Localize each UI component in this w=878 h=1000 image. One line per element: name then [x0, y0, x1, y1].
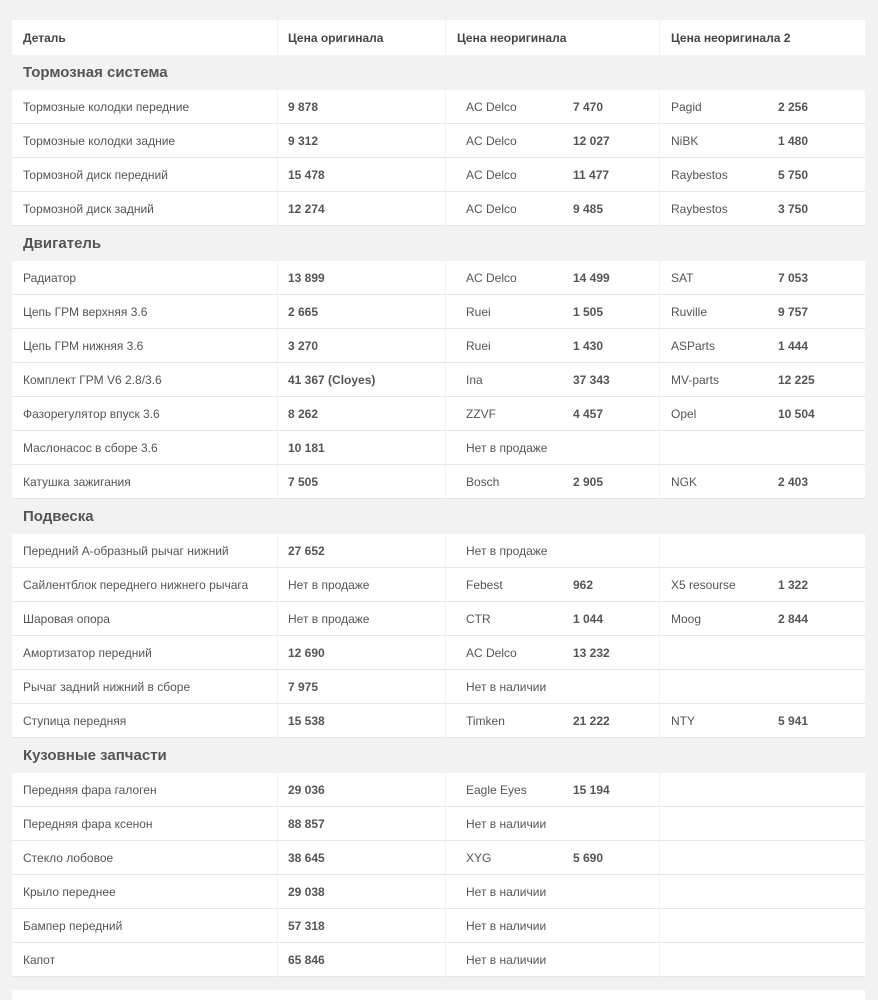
part-name: Передняя фара галоген — [23, 782, 157, 797]
original-price-cell — [278, 465, 445, 499]
part-name-cell — [12, 704, 277, 738]
original-price: 7 975 — [288, 679, 319, 694]
part-name: Тормозные колодки передние — [23, 99, 190, 114]
aftermarket-2-cell — [660, 875, 865, 909]
original-price: Нет в продаже — [288, 577, 370, 592]
table-row — [12, 124, 865, 158]
aftermarket-brand: AC Delco — [466, 201, 517, 216]
part-name: Бампер передний — [23, 918, 123, 933]
aftermarket-cell — [446, 807, 659, 841]
part-name: Рычаг задний нижний в сборе — [23, 679, 191, 694]
aftermarket-brand: Ina — [466, 372, 483, 387]
table-row — [12, 909, 865, 943]
original-price: 9 878 — [288, 99, 319, 114]
aftermarket-price: 7 470 — [573, 99, 604, 114]
table-row — [12, 670, 865, 704]
aftermarket-brand: ZZVF — [466, 406, 496, 421]
aftermarket-2-price: 3 750 — [778, 201, 809, 216]
table-row — [12, 841, 865, 875]
original-price-cell — [278, 841, 445, 875]
part-name: Комплект ГРМ V6 2.8/3.6 — [23, 372, 162, 387]
table-body — [12, 55, 865, 977]
aftermarket-cell — [446, 465, 659, 499]
part-name: Цепь ГРМ верхняя 3.6 — [23, 304, 148, 319]
part-name-cell — [12, 943, 277, 977]
part-name-cell — [12, 534, 277, 568]
original-price: 8 262 — [288, 406, 319, 421]
aftermarket-brand: Ruei — [466, 304, 491, 319]
aftermarket-cell — [446, 636, 659, 670]
original-price: 65 846 — [288, 952, 325, 967]
aftermarket-price: 5 690 — [573, 850, 604, 865]
original-price-cell — [278, 875, 445, 909]
part-name: Шаровая опора — [23, 611, 110, 626]
aftermarket-brand: Bosch — [466, 474, 500, 489]
original-price-cell — [278, 636, 445, 670]
aftermarket-2-price: 5 941 — [778, 713, 809, 728]
aftermarket-price: 37 343 — [573, 372, 610, 387]
original-price-cell — [278, 329, 445, 363]
aftermarket-2-cell — [660, 295, 865, 329]
header-aftermarket-price-2: Цена неоригинала 2 — [660, 20, 865, 55]
table-row — [12, 90, 865, 124]
part-name: Катушка зажигания — [23, 474, 131, 489]
original-price: 12 274 — [288, 201, 325, 216]
aftermarket-brand: XYG — [466, 850, 492, 865]
aftermarket-cell — [446, 431, 659, 465]
aftermarket-cell — [446, 192, 659, 226]
aftermarket-cell — [446, 329, 659, 363]
aftermarket-2-cell — [660, 192, 865, 226]
part-name-cell — [12, 158, 277, 192]
aftermarket-2-cell — [660, 943, 865, 977]
original-price-cell — [278, 704, 445, 738]
aftermarket-2-brand: Raybestos — [671, 167, 728, 182]
part-name: Капот — [23, 952, 56, 967]
section-title: Тормозная система — [23, 64, 168, 81]
aftermarket-cell — [446, 534, 659, 568]
aftermarket-brand: Нет в наличии — [466, 884, 547, 899]
table-row — [12, 465, 865, 499]
original-price-cell — [278, 363, 445, 397]
aftermarket-cell — [446, 295, 659, 329]
original-price: Нет в продаже — [288, 611, 370, 626]
aftermarket-2-cell — [660, 773, 865, 807]
aftermarket-cell — [446, 670, 659, 704]
original-price-cell — [278, 124, 445, 158]
aftermarket-brand: Нет в продаже — [466, 440, 548, 455]
original-price: 10 181 — [288, 440, 325, 455]
original-price: 41 367 (Cloyes) — [288, 372, 376, 387]
part-name-cell — [12, 261, 277, 295]
aftermarket-cell — [446, 568, 659, 602]
section-title: Подвеска — [23, 508, 94, 525]
aftermarket-price: 1 044 — [573, 611, 604, 626]
part-name-cell — [12, 841, 277, 875]
table-row — [12, 192, 865, 226]
aftermarket-cell — [446, 261, 659, 295]
original-price-cell — [278, 909, 445, 943]
original-price: 29 036 — [288, 782, 325, 797]
aftermarket-price: 15 194 — [573, 782, 610, 797]
original-price-cell — [278, 807, 445, 841]
original-price-cell — [278, 261, 445, 295]
part-name-cell — [12, 363, 277, 397]
table-row — [12, 875, 865, 909]
aftermarket-2-brand: NiBK — [671, 133, 699, 148]
table-row — [12, 636, 865, 670]
table-row — [12, 807, 865, 841]
part-name-cell — [12, 773, 277, 807]
table-row — [12, 704, 865, 738]
aftermarket-brand: AC Delco — [466, 645, 517, 660]
part-name-cell — [12, 192, 277, 226]
part-name: Маслонасос в сборе 3.6 — [23, 440, 158, 455]
original-price-cell — [278, 602, 445, 636]
original-price: 15 538 — [288, 713, 325, 728]
aftermarket-price: 13 232 — [573, 645, 610, 660]
aftermarket-price: 4 457 — [573, 406, 604, 421]
aftermarket-brand: AC Delco — [466, 99, 517, 114]
section-title: Кузовные запчасти — [23, 747, 167, 764]
part-name-cell — [12, 90, 277, 124]
part-name-cell — [12, 295, 277, 329]
aftermarket-price: 21 222 — [573, 713, 610, 728]
price-table — [12, 20, 865, 977]
aftermarket-2-price: 2 844 — [778, 611, 809, 626]
aftermarket-price: 2 905 — [573, 474, 604, 489]
aftermarket-brand: Нет в продаже — [466, 543, 548, 558]
part-name: Цепь ГРМ нижняя 3.6 — [23, 338, 144, 353]
aftermarket-cell — [446, 841, 659, 875]
aftermarket-2-price: 2 403 — [778, 474, 809, 489]
section-title: Двигатель — [23, 235, 102, 252]
table-row — [12, 773, 865, 807]
aftermarket-2-price: 12 225 — [778, 372, 815, 387]
aftermarket-2-cell — [660, 90, 865, 124]
aftermarket-2-cell — [660, 329, 865, 363]
original-price-cell — [278, 670, 445, 704]
aftermarket-brand: Ruei — [466, 338, 491, 353]
part-name: Сайлентблок переднего нижнего рычага — [23, 577, 249, 592]
aftermarket-2-cell — [660, 431, 865, 465]
aftermarket-price: 1 430 — [573, 338, 604, 353]
original-price: 88 857 — [288, 816, 325, 831]
original-price-cell — [278, 158, 445, 192]
aftermarket-2-cell — [660, 158, 865, 192]
aftermarket-price: 1 505 — [573, 304, 604, 319]
aftermarket-brand: AC Delco — [466, 270, 517, 285]
table-row — [12, 602, 865, 636]
aftermarket-cell — [446, 773, 659, 807]
aftermarket-2-brand: Pagid — [671, 99, 702, 114]
original-price: 38 645 — [288, 850, 325, 865]
aftermarket-brand: Febest — [466, 577, 503, 592]
part-name: Крыло переднее — [23, 884, 116, 899]
original-price-cell — [278, 431, 445, 465]
aftermarket-cell — [446, 909, 659, 943]
original-price-cell — [278, 943, 445, 977]
aftermarket-brand: AC Delco — [466, 167, 517, 182]
part-name: Стекло лобовое — [23, 850, 114, 865]
table-footer-strip — [12, 990, 865, 1000]
aftermarket-2-price: 2 256 — [778, 99, 809, 114]
aftermarket-2-cell — [660, 602, 865, 636]
part-name: Фазорегулятор впуск 3.6 — [23, 406, 160, 421]
part-name: Передняя фара ксенон — [23, 816, 153, 831]
header-original-price: Цена оригинала — [278, 20, 445, 55]
aftermarket-2-cell — [660, 909, 865, 943]
original-price: 13 899 — [288, 270, 325, 285]
aftermarket-2-cell — [660, 397, 865, 431]
aftermarket-brand: Нет в наличии — [466, 952, 547, 967]
aftermarket-brand: Eagle Eyes — [466, 782, 527, 797]
aftermarket-2-brand: Ruville — [671, 304, 708, 319]
original-price-cell — [278, 192, 445, 226]
table-row — [12, 363, 865, 397]
aftermarket-2-cell — [660, 636, 865, 670]
table-row — [12, 943, 865, 977]
original-price: 15 478 — [288, 167, 325, 182]
aftermarket-2-cell — [660, 363, 865, 397]
part-name: Тормозные колодки задние — [23, 133, 176, 148]
aftermarket-cell — [446, 90, 659, 124]
original-price: 2 665 — [288, 304, 319, 319]
aftermarket-cell — [446, 124, 659, 158]
part-name-cell — [12, 329, 277, 363]
original-price-cell — [278, 773, 445, 807]
part-name: Радиатор — [23, 270, 77, 285]
original-price-cell — [278, 397, 445, 431]
part-name-cell — [12, 807, 277, 841]
table-row — [12, 431, 865, 465]
aftermarket-2-cell — [660, 534, 865, 568]
aftermarket-price: 962 — [573, 577, 594, 592]
table-row — [12, 295, 865, 329]
table-header — [12, 20, 865, 55]
aftermarket-2-price: 9 757 — [778, 304, 809, 319]
original-price-cell — [278, 295, 445, 329]
aftermarket-2-price: 1 322 — [778, 577, 809, 592]
aftermarket-brand: AC Delco — [466, 133, 517, 148]
header-aftermarket-price: Цена неоригинала — [446, 20, 659, 55]
part-name-cell — [12, 465, 277, 499]
aftermarket-price: 14 499 — [573, 270, 610, 285]
part-name-cell — [12, 670, 277, 704]
aftermarket-2-cell — [660, 841, 865, 875]
aftermarket-price: 12 027 — [573, 133, 610, 148]
original-price: 7 505 — [288, 474, 319, 489]
aftermarket-2-price: 1 444 — [778, 338, 809, 353]
table-row — [12, 329, 865, 363]
part-name-cell — [12, 875, 277, 909]
aftermarket-cell — [446, 704, 659, 738]
original-price-cell — [278, 534, 445, 568]
aftermarket-2-brand: Raybestos — [671, 201, 728, 216]
original-price-cell — [278, 90, 445, 124]
part-name-cell — [12, 568, 277, 602]
aftermarket-2-brand: SAT — [671, 270, 694, 285]
aftermarket-2-brand: Moog — [671, 611, 702, 626]
aftermarket-2-cell — [660, 261, 865, 295]
aftermarket-2-cell — [660, 807, 865, 841]
aftermarket-2-price: 10 504 — [778, 406, 815, 421]
aftermarket-2-cell — [660, 465, 865, 499]
part-name-cell — [12, 602, 277, 636]
aftermarket-cell — [446, 158, 659, 192]
aftermarket-2-price: 7 053 — [778, 270, 809, 285]
table-row — [12, 534, 865, 568]
part-name: Амортизатор передний — [23, 645, 152, 660]
aftermarket-brand: Timken — [466, 713, 505, 728]
aftermarket-price: 9 485 — [573, 201, 604, 216]
table-row — [12, 158, 865, 192]
aftermarket-2-brand: X5 resourse — [671, 577, 736, 592]
table-row — [12, 397, 865, 431]
aftermarket-cell — [446, 943, 659, 977]
aftermarket-cell — [446, 363, 659, 397]
aftermarket-2-cell — [660, 568, 865, 602]
aftermarket-2-price: 5 750 — [778, 167, 809, 182]
aftermarket-2-brand: Opel — [671, 406, 697, 421]
part-name-cell — [12, 636, 277, 670]
part-name-cell — [12, 397, 277, 431]
aftermarket-2-price: 1 480 — [778, 133, 809, 148]
aftermarket-2-brand: ASParts — [671, 338, 716, 353]
original-price: 29 038 — [288, 884, 325, 899]
part-name-cell — [12, 124, 277, 158]
aftermarket-brand: Нет в наличии — [466, 918, 547, 933]
part-name: Тормозной диск передний — [23, 167, 168, 182]
aftermarket-cell — [446, 875, 659, 909]
aftermarket-2-cell — [660, 670, 865, 704]
aftermarket-brand: Нет в наличии — [466, 679, 547, 694]
aftermarket-cell — [446, 397, 659, 431]
aftermarket-cell — [446, 602, 659, 636]
aftermarket-brand: Нет в наличии — [466, 816, 547, 831]
table-row — [12, 261, 865, 295]
header-part: Деталь — [12, 20, 277, 55]
aftermarket-2-brand: NTY — [671, 713, 695, 728]
original-price: 57 318 — [288, 918, 325, 933]
original-price: 9 312 — [288, 133, 319, 148]
aftermarket-brand: CTR — [466, 611, 491, 626]
part-name: Передний А-образный рычаг нижний — [23, 543, 229, 558]
original-price-cell — [278, 568, 445, 602]
part-name-cell — [12, 431, 277, 465]
aftermarket-price: 11 477 — [573, 167, 610, 182]
aftermarket-2-cell — [660, 704, 865, 738]
part-name: Тормозной диск задний — [23, 201, 154, 216]
part-name: Ступица передняя — [23, 713, 127, 728]
original-price: 3 270 — [288, 338, 319, 353]
part-name-cell — [12, 909, 277, 943]
aftermarket-2-brand: NGK — [671, 474, 698, 489]
aftermarket-2-cell — [660, 124, 865, 158]
original-price: 27 652 — [288, 543, 325, 558]
original-price: 12 690 — [288, 645, 325, 660]
aftermarket-2-brand: MV-parts — [671, 372, 720, 387]
table-row — [12, 568, 865, 602]
